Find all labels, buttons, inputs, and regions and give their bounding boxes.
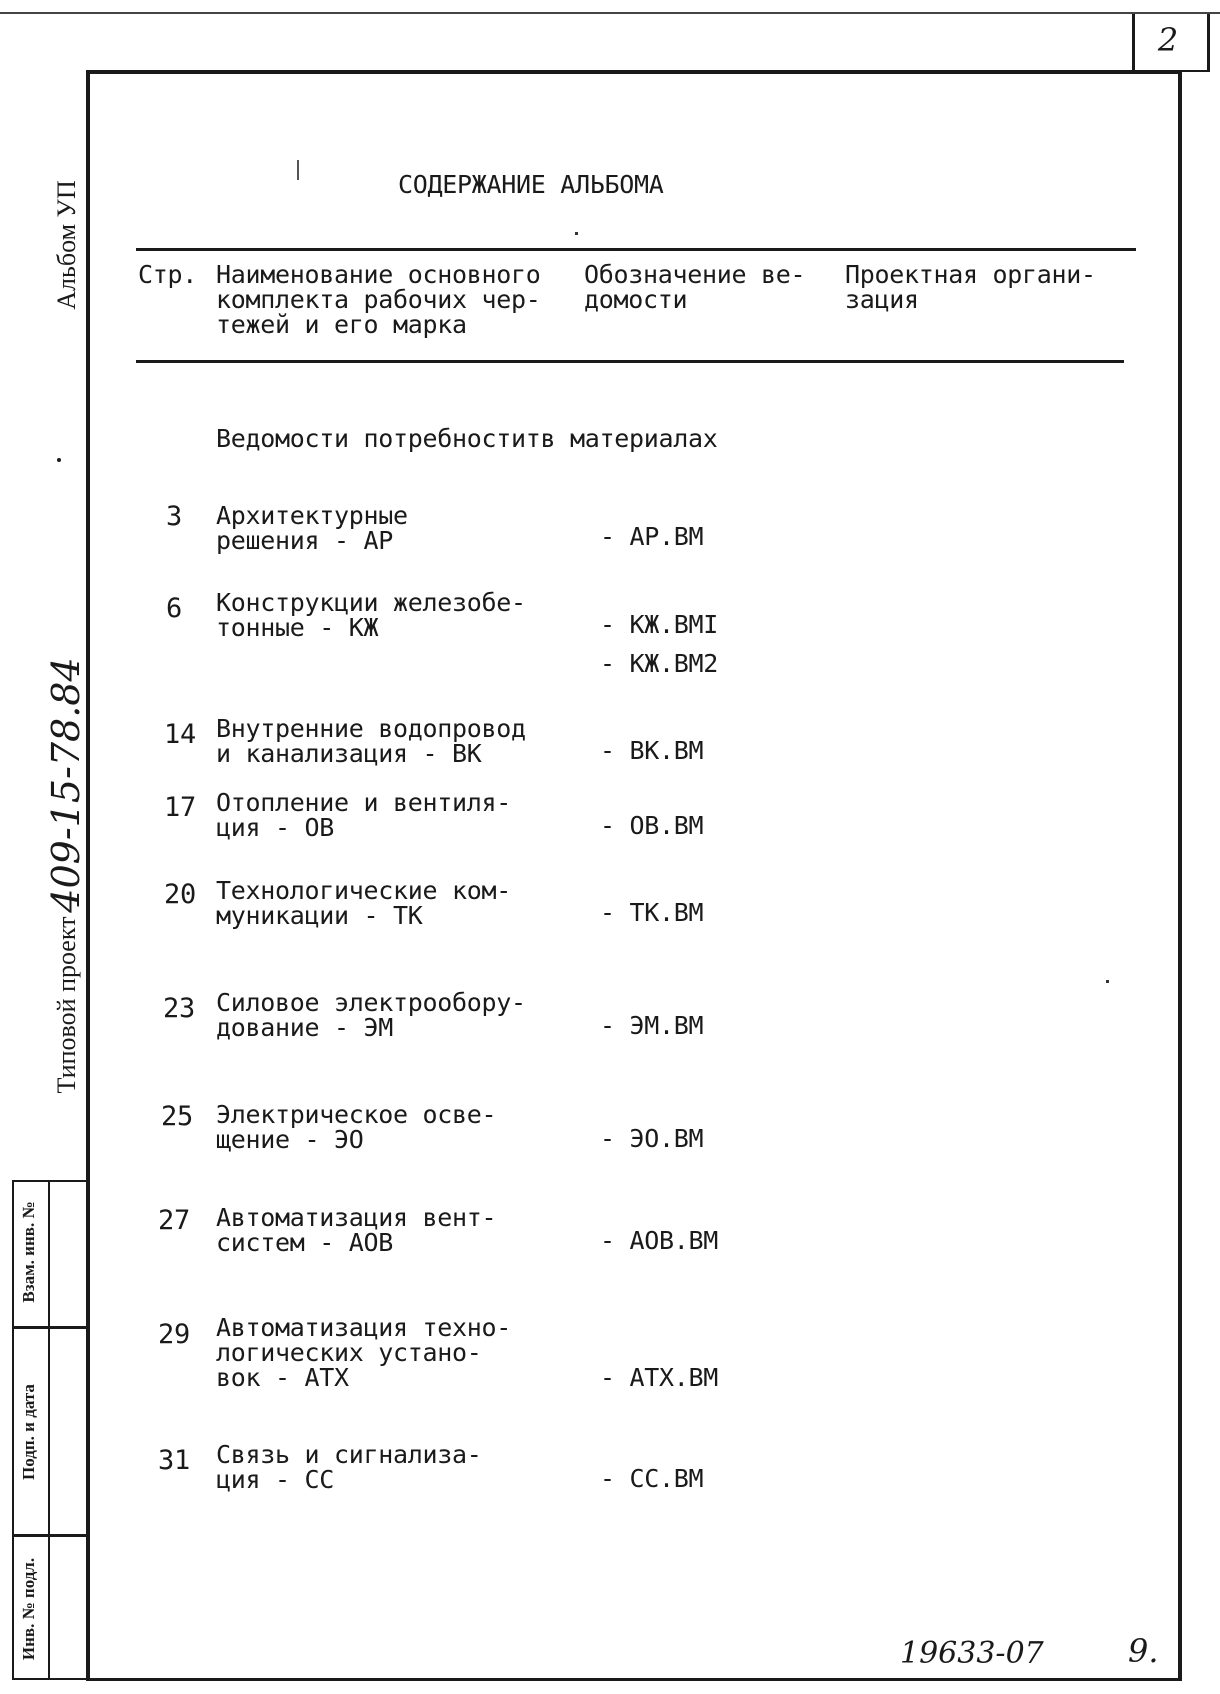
row-page: 14 (164, 719, 196, 750)
row-page: 29 (158, 1319, 190, 1350)
top-scan-line (0, 12, 1220, 14)
header-col-designation-line: Обозначение ве- (584, 260, 806, 289)
stamp-inv-label: Инв. № подл. (19, 1557, 38, 1661)
title-tick-mark (297, 160, 299, 180)
row-name (216, 1315, 511, 1390)
row-page: 17 (164, 792, 196, 823)
stamp-vzam-label: Взам. инв. № (19, 1201, 38, 1303)
project-label-wrap (22, 880, 112, 1130)
row-name (216, 790, 511, 840)
row-name-line: Отопление и вентиля- (216, 788, 512, 817)
row-name-line: Электрическое осве- (216, 1100, 497, 1129)
row-name (216, 503, 408, 553)
scan-dot (575, 232, 578, 235)
row-name-line: Силовое электрообору- (216, 988, 526, 1017)
row-page: 23 (163, 993, 195, 1024)
row-code: - ЭМ.ВМ (600, 1011, 704, 1040)
stamp-row-divider-2 (14, 1534, 88, 1537)
project-number-wrap (26, 640, 106, 920)
header-col-name-line: комплекта рабочих чер- (216, 285, 541, 314)
header-col-designation (584, 262, 805, 312)
header-col-org-line: зация (845, 285, 919, 314)
row-name-line: решения - АР (216, 526, 394, 555)
header-col-name-line: Наименование основного (216, 260, 541, 289)
row-name-line: вок - АТХ (216, 1363, 349, 1392)
row-name-line: Связь и сигнализа- (216, 1440, 482, 1469)
row-page: 25 (161, 1101, 193, 1132)
header-col-designation-line: домости (584, 285, 688, 314)
frame-right-border (1178, 70, 1182, 1680)
page-mark: 9. (1128, 1632, 1159, 1670)
row-name-line: ция - ОВ (216, 813, 335, 842)
row-page: 31 (158, 1445, 190, 1476)
row-page: 3 (166, 501, 182, 532)
stamp-column-divider (48, 1182, 50, 1680)
row-name (216, 1205, 496, 1255)
frame-top-border (86, 70, 1182, 74)
row-code: - ЭО.ВМ (600, 1124, 704, 1153)
row-name (216, 1442, 482, 1492)
row-code: - ТК.ВМ (600, 898, 704, 927)
header-col-name-line: тежей и его марка (216, 310, 467, 339)
row-name-line: логических устано- (216, 1338, 482, 1367)
frame-bottom-border (86, 1678, 1182, 1681)
header-top-rule (136, 248, 1136, 251)
section-title: Ведомости потребноститв материалах (216, 424, 718, 453)
row-name-line: муникации - ТК (216, 901, 423, 930)
row-name-line: ция - СС (216, 1465, 335, 1494)
stamp-podp-label: Подп. и дата (19, 1384, 38, 1480)
stamp-row-divider-1 (14, 1326, 88, 1329)
row-code: - КЖ.ВМ2 (600, 649, 719, 678)
row-page: 6 (166, 593, 182, 624)
row-name-line: систем - АОВ (216, 1228, 394, 1257)
row-name (216, 590, 526, 640)
stamp-block (12, 1180, 86, 1680)
row-name-line: дование - ЭМ (216, 1013, 394, 1042)
header-col-org (845, 262, 1096, 312)
header-col-name (216, 262, 541, 337)
row-name-line: Конструкции железобе- (216, 588, 526, 617)
row-code: - АР.ВМ (600, 522, 704, 551)
row-name-line: Технологические ком- (216, 876, 512, 905)
header-col-page: Стр. (138, 260, 198, 289)
row-name-line: Автоматизация техно- (216, 1313, 512, 1342)
row-code: - СС.ВМ (600, 1464, 704, 1493)
row-name-line: Архитектурные (216, 501, 408, 530)
scan-dot (1106, 980, 1109, 983)
header-col-org-line: Проектная органи- (845, 260, 1096, 289)
inventory-number: 19633-07 (900, 1636, 1044, 1671)
row-code: - АТХ.ВМ (600, 1363, 719, 1392)
row-name (216, 716, 526, 766)
row-code: - АОВ.ВМ (600, 1226, 719, 1255)
project-number: 409-15-78.84 (44, 657, 88, 913)
row-code: - ОВ.ВМ (600, 811, 704, 840)
row-page: 20 (164, 879, 196, 910)
row-name-line: Автоматизация вент- (216, 1203, 497, 1232)
row-name-line: щение - ЭО (216, 1125, 364, 1154)
page-title: СОДЕРЖАНИЕ АЛЬБОМА (398, 170, 664, 199)
row-name-line: и канализация - ВК (216, 739, 482, 768)
row-name (216, 990, 526, 1040)
row-name-line: Внутренние водопровод (216, 714, 526, 743)
sheet-number: 2 (1157, 21, 1179, 59)
album-label: Альбом УП (52, 180, 81, 310)
header-bottom-rule (136, 360, 1124, 363)
row-code: - КЖ.ВМI (600, 610, 719, 639)
row-page: 27 (158, 1205, 190, 1236)
project-label: Типовой проект (52, 916, 81, 1094)
row-code: - ВК.ВМ (600, 736, 704, 765)
row-name (216, 1102, 496, 1152)
album-label-wrap (22, 120, 112, 380)
row-name (216, 878, 511, 928)
row-name-line: тонные - КЖ (216, 613, 379, 642)
margin-dot (57, 458, 61, 462)
